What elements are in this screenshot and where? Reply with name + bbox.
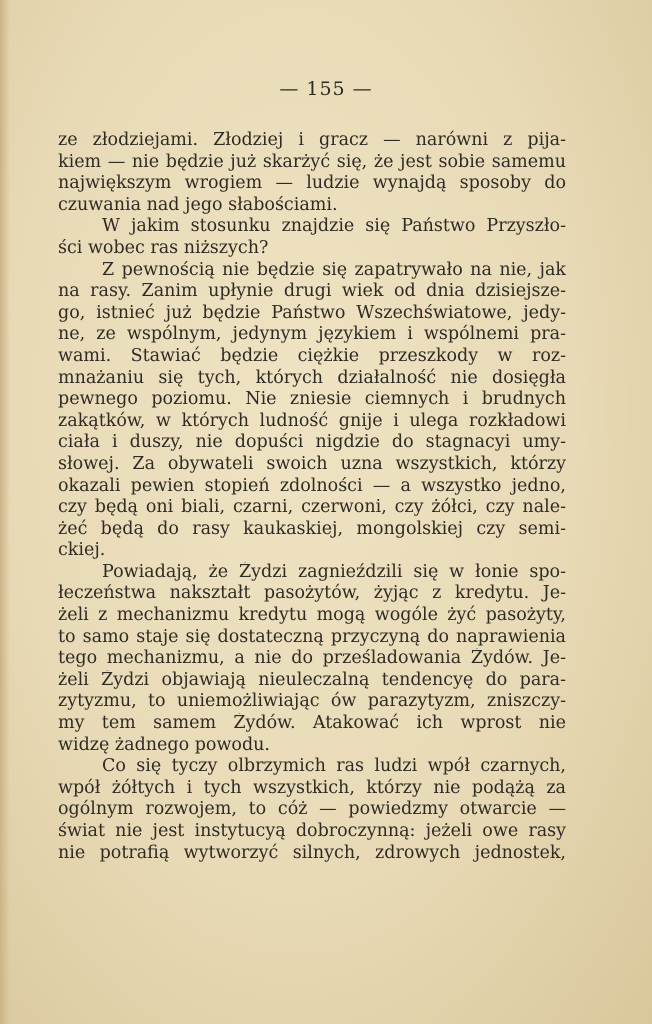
text-line: łeczeństwa nakształt pasożytów, żyjąc z kredytu. Je- (58, 583, 566, 604)
text-line: ści wobec ras niższych? (58, 237, 269, 258)
text-line: żeć będą do rasy kaukaskiej, mongolskiej czy semi- (58, 518, 566, 539)
text-line: go, istnieć już będzie Państwo Wszechświatowe, jedy- (58, 302, 566, 323)
text-line: to samo staje się dostateczną przyczyną do naprawienia (58, 626, 566, 647)
text-line: żeli Żydzi objawiają nieuleczalną tendencyę do para- (58, 669, 566, 690)
text-line: widzę żadnego powodu. (58, 734, 270, 755)
text-line: czuwania nad jego słabościami. (58, 194, 338, 215)
text-line: zakątków, w których ludność gnije i ulega rozkładowi (58, 410, 566, 431)
page-edge-shadow (0, 0, 10, 1024)
text-line: my tem samem Żydów. Atakować ich wprost nie (58, 713, 566, 734)
text-line: największym wrogiem — ludzie wynajdą sposoby do (58, 173, 566, 194)
text-line: świat nie jest instytucyą dobroczynną: jeżeli owe rasy (58, 821, 566, 841)
text-line: Co się tyczy olbrzymich ras ludzi wpół czarnych, (102, 756, 566, 777)
text-line: Powiadają, że Żydzi zagnieździli się w łonie spo- (102, 561, 566, 582)
text-line: ckiej. (58, 540, 106, 561)
text-line: ogólnym rozwojem, to cóż — powiedzmy otwarcie — (58, 799, 566, 820)
text-line: ne, ze wspólnym, jedynym językiem i wspólnemi pra- (58, 324, 566, 345)
text-line: na rasy. Zanim upłynie drugi wiek od dnia dzisiejsze- (58, 281, 566, 302)
text-line: czy będą oni biali, czarni, czerwoni, czy żółci, czy nale- (58, 497, 566, 518)
body-text (58, 130, 566, 864)
text-line: pewnego poziomu. Nie zniesie ciemnych i brudnych (58, 389, 566, 410)
text-line: ciała i duszy, nie dopuści nigdzie do stagnacyi umy- (58, 432, 566, 453)
text-line: tego mechanizmu, a nie do prześladowania Żydów. Je- (58, 648, 566, 669)
text-line: nie potrafią wytworzyć silnych, zdrowych jednostek, (58, 842, 566, 863)
text-line: kiem — nie będzie już skarżyć się, że jest sobie samemu (58, 151, 566, 172)
text-line: okazali pewien stopień zdolności — a wszystko jedno, (58, 475, 566, 496)
text-line: ze złodziejami. Złodziej i gracz — narówni z pija- (58, 130, 566, 150)
text-line: wpół żółtych i tych wszystkich, którzy nie podążą za (58, 777, 566, 798)
text-line: W jakim stosunku znajdzie się Państwo Przyszło- (102, 216, 566, 237)
page-number: — 155 — (279, 78, 373, 100)
text-line: wami. Stawiać będzie ciężkie przeszkody w roz- (58, 345, 566, 366)
text-line: żeli z mechanizmu kredytu mogą wogóle żyć pasożyty, (58, 605, 566, 626)
text-line: mnażaniu się tych, których działalność nie dosięgła (58, 367, 566, 388)
text-line: Z pewnością nie będzie się zapatrywało na nie, jak (102, 259, 566, 280)
text-line: słowej. Za obywateli swoich uzna wszystkich, którzy (58, 453, 566, 474)
text-line: zytyzmu, to uniemożliwiając ów parazytyzm, zniszczy- (58, 691, 566, 712)
